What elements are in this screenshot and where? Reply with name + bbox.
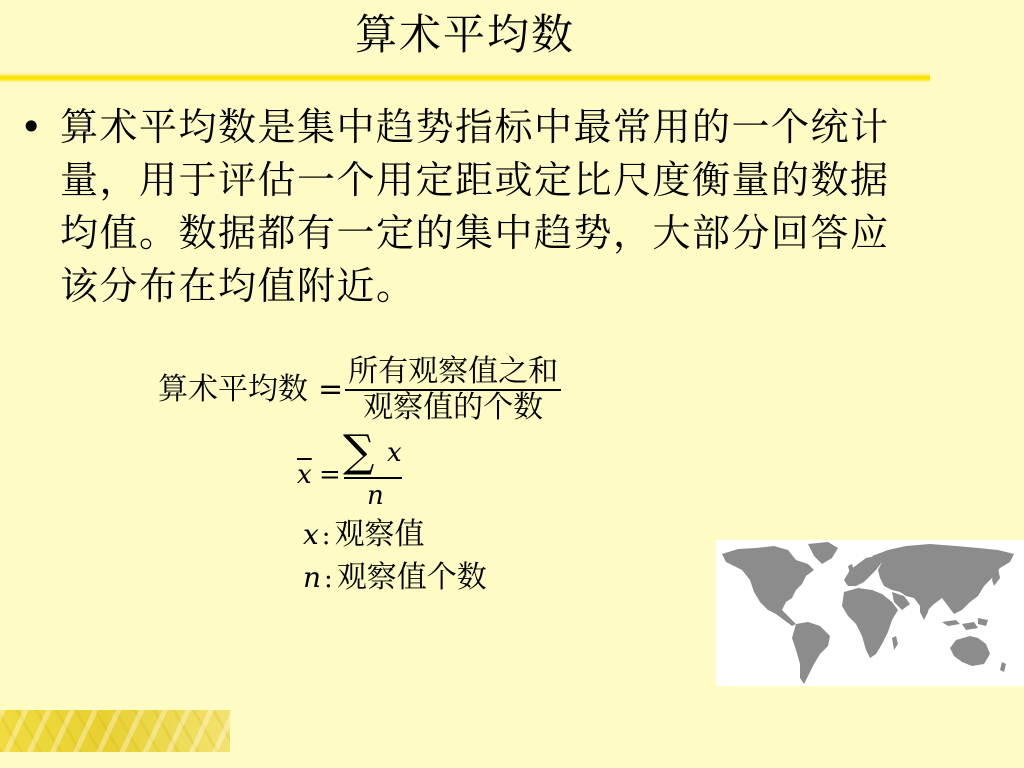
definition-variable: x <box>303 518 319 551</box>
title-underline <box>0 72 930 82</box>
definition-text: 观察值 <box>334 517 425 552</box>
denominator-variable: n <box>367 481 384 511</box>
southeast-asia-islands-shape <box>942 618 988 630</box>
definition-separator: : <box>324 564 333 594</box>
mean-definition-formula <box>158 355 561 425</box>
definition-n <box>303 561 487 596</box>
africa-shape <box>842 588 898 658</box>
south-america-shape <box>792 622 830 684</box>
equals-sign: = <box>318 371 344 407</box>
definition-x <box>303 518 425 553</box>
bullet-marker: • <box>20 105 43 149</box>
equals-sign: = <box>319 460 341 490</box>
fraction-denominator: 观察值的个数 <box>363 389 544 425</box>
definition-separator: : <box>321 521 331 551</box>
definition-text: 观察值个数 <box>336 560 487 595</box>
bullet-line: 均值。数据都有一定的集中趋势，大部分回答应 <box>60 211 890 255</box>
x-bar-symbol: $\overline{x}$ <box>297 460 312 490</box>
north-america-shape <box>722 546 814 626</box>
bullet-line: 算术平均数是集中趋势指标中最常用的一个统计 <box>60 105 890 149</box>
slide-title: 算术平均数 <box>354 10 575 59</box>
numerator-variable: x <box>387 438 402 468</box>
bullet-line: 该分布在均值附近。 <box>60 264 416 308</box>
formula-lhs: 算术平均数 <box>158 371 308 407</box>
australia-shape <box>950 636 990 666</box>
madagascar-shape <box>892 636 898 650</box>
fraction-bar <box>344 477 402 479</box>
decorative-bar <box>0 710 230 752</box>
summation-symbol: ∑ <box>343 426 375 477</box>
bullet-paragraph <box>60 101 890 313</box>
europe-shape <box>844 556 882 586</box>
world-map-svg <box>716 540 1024 686</box>
new-zealand-shape <box>1000 662 1006 672</box>
india-shape <box>920 600 930 620</box>
greenland-shape <box>808 542 838 564</box>
bullet-line: 量，用于评估一个用定距或定比尺度衡量的数据 <box>60 158 890 202</box>
definition-variable: n <box>303 561 322 594</box>
world-map-icon <box>716 540 1024 686</box>
fraction-numerator: 所有观察值之和 <box>348 354 559 389</box>
formula-fraction <box>345 355 561 425</box>
